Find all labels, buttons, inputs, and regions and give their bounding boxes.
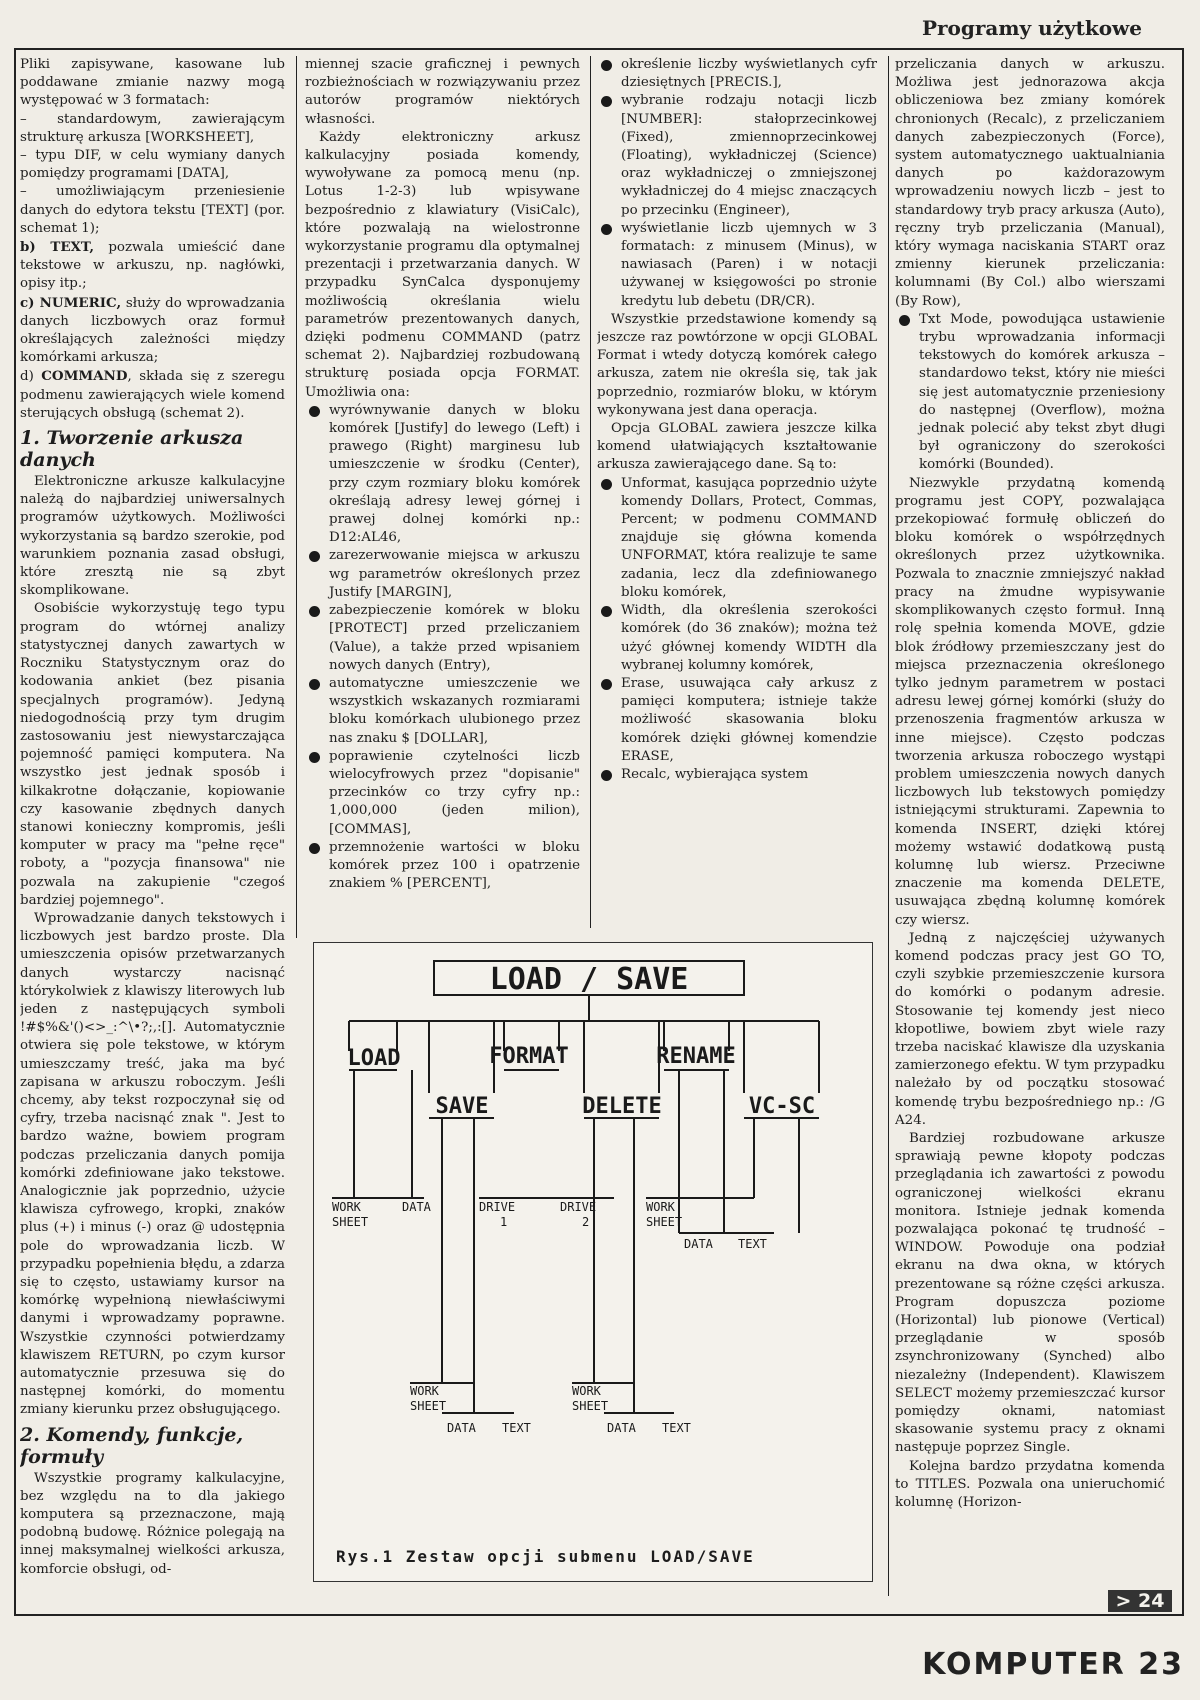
bullet-icon <box>309 752 320 763</box>
paragraph: – typu DIF, w celu wymiany danych pomiędzy programami [DATA], <box>20 148 285 182</box>
column-4 <box>895 56 1165 1611</box>
text: Txt Mode, powodująca ustawienie trybu wprowadzania informacji tekstowych do komórek arkusza – standardowo tekst, który nie mieści się jest automatycznie przeniesiony do następnej (Overflow), można jednak polecić aby tekst zbyt długi był ograniczony do szerokości komórki (Bounded). <box>919 311 1165 473</box>
leaf-drive: DRIVE <box>560 1200 597 1214</box>
term: c) NUMERIC, <box>20 294 122 311</box>
list-item <box>305 602 580 675</box>
leaf-work: WORK <box>410 1384 439 1398</box>
column-2 <box>305 56 580 926</box>
node-rename: RENAME <box>656 1044 736 1069</box>
text: Erase, usuwająca cały arkusz z pamięci komputera; istnieje także możliwość skasowania bloku komórek dzięki głównej komendzie ERASE, <box>621 675 877 764</box>
paragraph: – umożliwiającym przeniesienie danych do edytora tekstu [TEXT] (por. schemat 1); <box>20 184 285 236</box>
term: b) TEXT, <box>20 239 95 256</box>
bullet-icon <box>309 843 320 854</box>
bullet-icon <box>309 406 320 417</box>
leaf-text: TEXT <box>502 1421 531 1435</box>
footer <box>922 1647 1184 1682</box>
paragraph: Wszystkie przedstawione komendy są jeszcze raz powtórzone w opcji GLOBAL Format i wtedy dotyczą komórek całego arkusza, zatem nie określa się, tak jak poprzednio, rozmiarów bloku, w którym wykonywana jest dana operacja. <box>597 311 877 418</box>
bullet-icon <box>601 224 612 235</box>
leaf-sheet: SHEET <box>332 1215 369 1229</box>
text: zabezpieczenie komórek w bloku [PROTECT] przed przeliczaniem (Value), a także przed wpisaniem nowych danych (Entry), <box>329 603 580 673</box>
node-format: FORMAT <box>489 1044 569 1069</box>
text: określenie liczby wyświetlanych cyfr dziesiętnych [PRECIS.], <box>621 57 877 91</box>
text: wyrównywanie danych w bloku komórek [Justify] do lewego (Left) i prawego (Right) marginesu lub umieszczenie w środku (Center), przy czym rozmiary bloku komórek określają adresy lewej górnej i prawej dolnej komórki np.: D12:AL46, <box>329 402 580 546</box>
bullet-icon <box>601 679 612 690</box>
list-item <box>597 220 877 311</box>
figure-load-save <box>313 942 873 1582</box>
text: zarezerwowanie miejsca w arkuszu wg parametrów określonych przez Justify [MARGIN], <box>329 548 580 600</box>
paragraph: Wszystkie programy kalkulacyjne, bez względu na to dla jakiego komputera są przeznaczone, mają podobną budowę. Różnice polegają na innej maksymalnej wielkości arkusza, komforcie obsługi, od- <box>20 1470 285 1577</box>
bullet-icon <box>309 679 320 690</box>
list-item <box>895 311 1165 475</box>
text: , składa się z szeregu podmenu zawierających wiele komend sterujących obsługą (schemat 2). <box>20 369 285 421</box>
page-number: 23 <box>1138 1647 1184 1682</box>
paragraph: Elektroniczne arkusze kalkulacyjne należą do najbardziej uniwersalnych programów użytkowych. Możliwości wykorzystania są bardzo szerokie, pod warunkiem poznania zasad obsługi, które zresztą nie są zbyt skomplikowane. <box>20 474 285 599</box>
leaf-sheet: SHEET <box>572 1399 609 1413</box>
list-item <box>305 748 580 839</box>
text: służy do wprowadzania danych liczbowych oraz formuł określających zależności między komórkami arkusza; <box>20 295 285 366</box>
paragraph: – standardowym, zawierającym strukturę arkusza [WORKSHEET], <box>20 111 285 145</box>
bullet-icon <box>601 479 612 490</box>
continued-marker: > 24 <box>1108 1590 1172 1612</box>
leaf-sheet: SHEET <box>410 1399 447 1413</box>
text: Recalc, wybierająca system <box>621 766 809 782</box>
paragraph: miennej szacie graficznej i pewnych rozbieżnościach w rozwiązywaniu przez autorów programów niektórych własności. <box>305 57 580 127</box>
text: przemnożenie wartości w bloku komórek przez 100 i opatrzenie znakiem % [PERCENT], <box>329 839 580 892</box>
bullet-list <box>895 311 1165 475</box>
text: d) <box>20 369 42 385</box>
list-item <box>305 402 580 548</box>
leaf-data: DATA <box>402 1200 431 1214</box>
figure-title: LOAD / SAVE <box>489 962 689 997</box>
column-divider <box>590 56 591 928</box>
bullet-list <box>305 402 580 893</box>
leaf-work: WORK <box>332 1200 361 1214</box>
list-item <box>597 675 877 766</box>
bullet-icon <box>601 606 612 617</box>
leaf-sheet: SHEET <box>646 1215 683 1229</box>
bullet-icon <box>899 315 910 326</box>
column-3 <box>597 56 877 926</box>
paragraph: Pliki zapisywane, kasowane lub poddawane zmianie nazwy mogą występować w 3 formatach: <box>20 57 285 109</box>
leaf-drive: DRIVE <box>479 1200 516 1214</box>
figure-caption: Rys.1 Zestaw opcji submenu LOAD/SAVE <box>336 1547 755 1566</box>
paragraph: Każdy elektroniczny arkusz kalkulacyjny posiada komendy, wywoływane za pomocą menu (np. Lotus 1-2-3) lub wpisywane bezpośrednio z klawiatury (VisiCalc), które pozwalają na wielostronne wykorzystanie programu dla optymalnej prezentacji i przetwarzania danych. W przypadku SynCalca dysponujemy możliwością określania wielu parametrów prezentowanych danych, dzięki podmenu COMMAND (patrz schemat 2). Najbardziej rozbudowaną strukturę posiada opcja FORMAT. Umożliwia ona: <box>305 129 580 400</box>
list-item <box>305 839 580 894</box>
list-item <box>305 547 580 602</box>
paragraph: Osobiście wykorzystuję tego typu program do wtórnej analizy statystycznej danych zawartych w Roczniku Statystycznym oraz do kodowania ankiet (bez pisania specjalnych programów). Jedyną niedogodnością przy tym drugim zastosowaniu jest niewystarczająca pojemność pamięci komputera. Na wszystko jest jednak sposób i kilkakrotne dołączanie, kopiowanie czy kasowanie zbędnych danych stanowi konieczny kompromis, jeśli komputer w pracy ma "pełne ręce" roboty, a "pozycja finansowa" nie pozwala na zakupienie "czegoś bardziej pojemnego". <box>20 601 285 908</box>
leaf-work: WORK <box>646 1200 675 1214</box>
text: pozwala umieścić dane tekstowe w arkuszu, np. nagłówki, opisy itp.; <box>20 240 285 292</box>
list-item <box>597 56 877 92</box>
bullet-icon <box>601 60 612 71</box>
bullet-icon <box>601 770 612 781</box>
text: wyświetlanie liczb ujemnych w 3 formatach: z minusem (Minus), w nawiasach (Paren) i w notacji używanej w księgowości po stronie kredytu lub debetu (DR/CR). <box>621 220 877 309</box>
paragraph: Opcja GLOBAL zawiera jeszcze kilka komend ułatwiających kształtowanie arkusza zawierającego dane. Są to: <box>597 421 877 473</box>
section-heading: 1. Tworzenie arkusza danych <box>20 427 244 472</box>
leaf-data: DATA <box>607 1421 636 1435</box>
leaf-data: DATA <box>447 1421 476 1435</box>
paragraph: Jedną z najczęściej używanych komend podczas pracy jest GO TO, czyli szybkie przemieszczenie kursora do komórki o podanym adresie. Stosowanie tej komendy jest nieco kłopotliwe, bowiem zbyt wiele razy trzeba naciskać klawisze dla uzyskania zamierzonego efektu. W tym przypadku należało by od początku stosować komendę trybu bezpośredniego np.: /G A24. <box>895 930 1165 1128</box>
paragraph: Niezwykle przydatną komendą programu jest COPY, pozwalająca przekopiować formułę obliczeń do bloku komórek o współrzędnych określonych przez użytkownika. Pozwala to znacznie zmniejszyć nakład pracy na żmudne wypisywanie skomplikowanych często formuł. Inną rolę spełnia komenda MOVE, gdzie blok źródłowy przemieszczany jest do miejsca przeznaczenia określonego tylko jednym parametrem w postaci adresu lewej górnej komórki (służy do przenoszenia fragmentów arkusza w inne miejsce). Często podczas tworzenia arkusza roboczego wystąpi problem umieszczenia nowych danych liczbowych lub tekstowych pomiędzy istniejącymi strukturami. Zapewnia to komenda INSERT, dzięki której możemy wstawić dodatkową pustą kolumnę lub wiersz. Przeciwne znaczenie ma komenda DELETE, usuwająca zbędną kolumnę komórek czy wiersz. <box>895 475 1165 928</box>
bullet-icon <box>309 606 320 617</box>
paragraph: Bardziej rozbudowane arkusze sprawiają pewne kłopoty podczas przeglądania ich zawartości z powodu ograniczonej wielkości ekranu monitora. Istnieje jednak komenda pozwalająca pokonać tę trudność – WINDOW. Powoduje ona podział ekranu na dwa okna, w których prezentowane są różne części arkusza. Program dopuszcza poziome (Horizontal) lub pionowe (Vertical) przeglądanie w sposób zsynchronizowany (Synched) albo niezależny (Independent). Klawiszem SELECT możemy przemieszczać kursor pomiędzy oknami, natomiast skasowanie systemu pracy z oknami następuje poprzez Single. <box>895 1130 1165 1456</box>
leaf-drive-2: 2 <box>582 1215 590 1229</box>
column-divider <box>296 56 297 938</box>
connector-lines <box>349 961 819 1413</box>
bullet-icon <box>309 551 320 562</box>
bullet-list <box>597 56 877 311</box>
list-item <box>597 766 877 784</box>
column-divider <box>888 56 889 1596</box>
section-heading: 2. Komendy, funkcje, formuły <box>20 1423 244 1468</box>
paragraph <box>20 367 285 423</box>
leaf-data: DATA <box>684 1237 713 1251</box>
list-item <box>597 92 877 219</box>
text: Unformat, kasująca poprzednio użyte komendy Dollars, Protect, Commas, Percent; w podmenu COMMAND znajduje się główna komenda UNFORMAT, która realizuje te same zadania, lecz dla zdefiniowanego bloku komórek, <box>621 475 877 600</box>
text: automatyczne umieszczenie we wszystkich wskazanych rozmiarami bloku komórkach ulubionego przez nas znaku $ [DOLLAR], <box>329 675 580 746</box>
paragraph <box>20 294 285 368</box>
leaf-drive-1: 1 <box>500 1215 508 1229</box>
list-item <box>597 475 877 602</box>
node-load: LOAD <box>347 1046 401 1071</box>
paragraph: przeliczania danych w arkuszu. Możliwa jest jednorazowa akcja obliczeniowa bez zmiany komórek chronionych (Recalc), z przeliczaniem danych zabezpieczonych (Force), system automatycznego uaktualniania danych po każdorazowym wprowadzeniu nowych liczb – jest to standardowy tryb pracy arkusza (Auto), ręczny tryb przeliczania (Manual), który wymaga naciskania START oraz zmienny kierunek przeliczania: kolumnami (By Col.) albo wierszami (By Row), <box>895 57 1165 309</box>
paragraph: Wprowadzanie danych tekstowych i liczbowych jest bardzo proste. Dla umieszczenia opisów przetwarzanych danych wystarczy nacisnąć którykolwiek z klawiszy literowych lub jeden z następujących symboli !#$%&'()<>_:^\•?;,:[]. Automatycznie otwiera się pole tekstowe, w którym umieszczamy treść, jaka ma być zapisana w arkuszu roboczym. Jeśli chcemy, aby tekst rozpoczynał się od cyfry, trzeba nacisnąć znak ". Jest to bardzo ważne, bowiem program podczas przeliczania danych pomija komórki zdefiniowane jako tekstowe. Analogicznie jak poprzednio, użycie klawisza cyfrowego, kropki, znaków plus (+) i minus (-) oraz @ udostępnia pole do wprowadzania liczb. W przypadku popełnienia błędu, a zdarza się to często, ustawiamy kursor na komórkę wypełnioną niewłaściwymi danymi i wprowadzamy poprawne. Wszystkie czynności potwierdzamy klawiszem RETURN, po czym kursor automatycznie przesuwa się do następnej komórki, do momentu zmiany kierunku przez obsługującego. <box>20 910 285 1418</box>
leaf-work: WORK <box>572 1384 601 1398</box>
tree-diagram <box>314 943 874 1583</box>
section-title: Programy użytkowe <box>921 16 1142 40</box>
text: Width, dla określenia szerokości komórek (do 36 znaków); można też użyć głównej komendy WIDTH dla wybranej kolumny komórek, <box>621 603 877 673</box>
column-1 <box>20 56 285 1606</box>
term: COMMAND <box>41 368 128 385</box>
bullet-icon <box>601 96 612 107</box>
paragraph <box>20 238 285 294</box>
node-vcsc: VC-SC <box>748 1094 816 1119</box>
magazine-logo: KOMPUTER <box>922 1647 1126 1682</box>
node-save: SAVE <box>435 1094 489 1119</box>
leaf-text: TEXT <box>662 1421 691 1435</box>
paragraph: Kolejna bardzo przydatna komenda to TITLES. Pozwala ona unieruchomić kolumnę (Horizon- <box>895 1458 1165 1511</box>
list-item <box>597 602 877 675</box>
text: poprawienie czytelności liczb wielocyfrowych przez "dopisanie" przecinków co trzy cyfry np.: 1,000,000 (jeden milion), [COMMAS], <box>329 748 580 837</box>
text: wybranie rodzaju notacji liczb [NUMBER]: stałoprzecinkowej (Fixed), zmiennoprzecinkowej (Floating), wykładniczej (Science) oraz wykładniczej o zmniejszonej wykładniczej do 4 miejsc znaczących po przecinku (Engineer), <box>621 93 877 218</box>
list-item <box>305 675 580 748</box>
leaf-text: TEXT <box>738 1237 767 1251</box>
node-delete: DELETE <box>582 1094 662 1119</box>
bullet-list <box>597 475 877 784</box>
